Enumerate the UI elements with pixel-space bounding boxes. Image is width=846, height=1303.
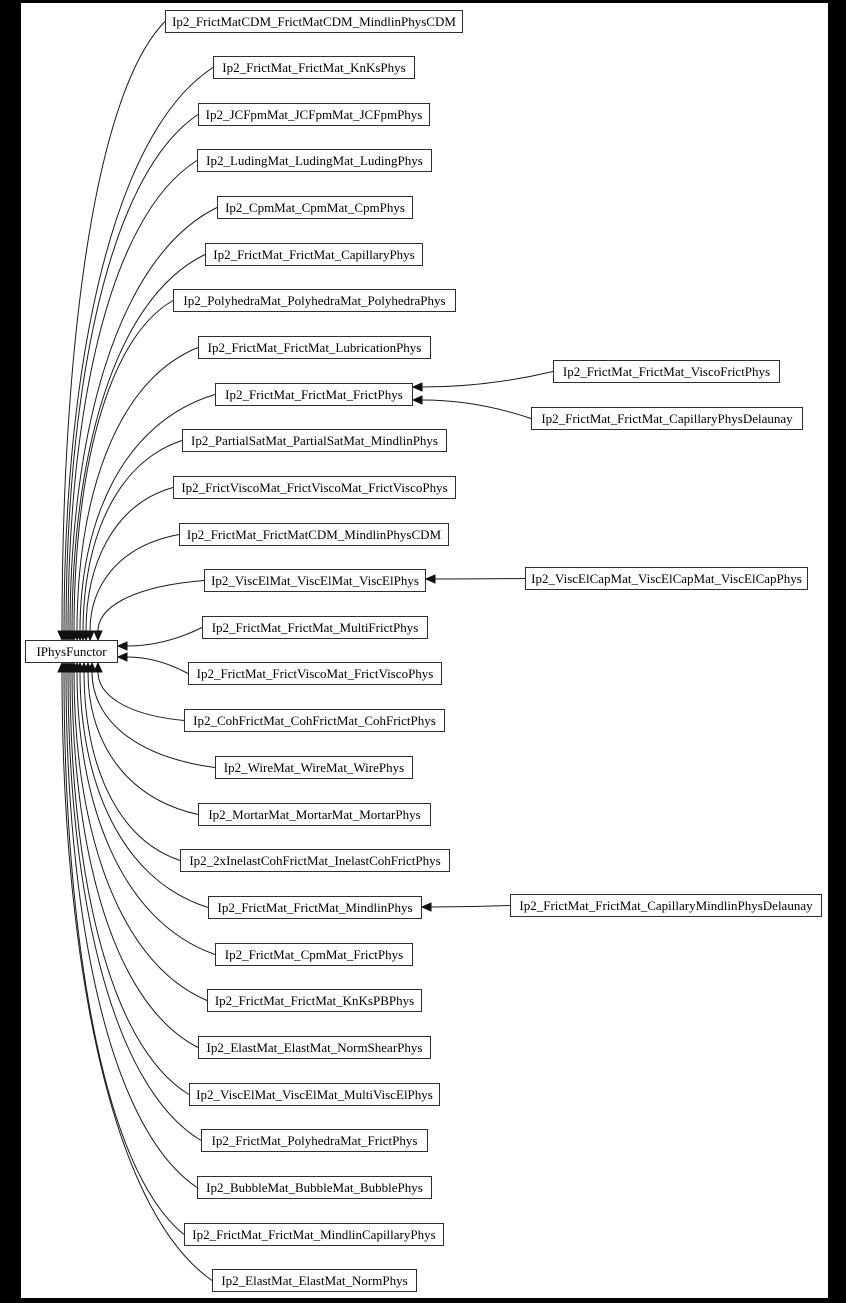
arrowhead-icon <box>422 903 431 911</box>
graph-node-n21[interactable] <box>215 943 413 966</box>
graph-node-n17[interactable] <box>215 756 413 779</box>
graph-node-n10[interactable] <box>182 429 447 452</box>
graph-node-label: Ip2_FrictMatCDM_FrictMatCDM_MindlinPhysCDM <box>172 13 456 29</box>
graph-node-n25[interactable] <box>201 1129 428 1152</box>
inheritance-edge-n2-to-root <box>64 68 213 632</box>
arrowhead-icon <box>413 396 422 404</box>
graph-node-label: Ip2_JCFpmMat_JCFpmMat_JCFpmPhys <box>205 106 423 122</box>
inheritance-edge-n10-to-root <box>83 441 182 632</box>
graph-node-n26[interactable] <box>197 1176 432 1199</box>
graph-node-n1[interactable] <box>165 10 463 33</box>
graph-node-label: Ip2_CpmMat_CpmMat_CpmPhys <box>225 199 405 215</box>
graph-node-n16[interactable] <box>184 709 445 732</box>
graph-node-label: IPhysFunctor <box>36 643 107 659</box>
graph-node-n2[interactable] <box>213 56 415 79</box>
graph-node-label: Ip2_FrictMat_FrictMat_MultiFrictPhys <box>211 619 419 635</box>
graph-node-label: Ip2_FrictMat_FrictMat_FrictPhys <box>225 386 403 402</box>
inheritance-edge-n26-to-root <box>66 672 197 1188</box>
inheritance-edge-n18-to-root <box>88 672 198 815</box>
graph-node-label: Ip2_ViscElCapMat_ViscElCapMat_ViscElCapPhys <box>531 570 802 586</box>
graph-node-label: Ip2_FrictMat_FrictMat_MindlinPhys <box>217 899 413 915</box>
graph-node-label: Ip2_FrictMat_FrictMat_CapillaryPhys <box>213 246 415 262</box>
graph-node-n15[interactable] <box>188 662 442 685</box>
inheritance-edge-n11-to-root <box>86 488 173 632</box>
inheritance-edge-n19-to-root <box>84 672 180 861</box>
inheritance-edge-n25-to-root <box>68 672 201 1141</box>
graph-node-n22[interactable] <box>207 989 422 1012</box>
graph-node-n13[interactable] <box>204 569 426 592</box>
graph-node-n28[interactable] <box>212 1269 417 1292</box>
graph-node-label: Ip2_ElastMat_ElastMat_NormPhys <box>221 1272 408 1288</box>
graph-node-label: Ip2_ElastMat_ElastMat_NormShearPhys <box>206 1039 423 1055</box>
graph-node-label: Ip2_FrictMat_FrictMat_CapillaryPhysDelaunay <box>541 410 793 426</box>
graph-node-n31[interactable] <box>525 567 808 590</box>
graph-node-n19[interactable] <box>180 849 450 872</box>
graph-node-label: Ip2_PolyhedraMat_PolyhedraMat_PolyhedraPhys <box>183 292 446 308</box>
graph-node-n4[interactable] <box>197 149 432 172</box>
graph-node-label: Ip2_ViscElMat_ViscElMat_MultiViscElPhys <box>196 1086 433 1102</box>
graph-node-n30[interactable] <box>531 407 803 430</box>
inheritance-edge-n4-to-root <box>68 161 197 632</box>
inheritance-edge-n15-to-root <box>127 657 188 674</box>
graph-node-label: Ip2_FrictMat_FrictMat_MindlinCapillaryPhys <box>192 1226 436 1242</box>
graph-node-n8[interactable] <box>198 336 431 359</box>
graph-node-label: Ip2_ViscElMat_ViscElMat_ViscElPhys <box>211 572 419 588</box>
graph-node-label: Ip2_FrictMat_FrictMat_CapillaryMindlinPhysDelaunay <box>519 897 813 913</box>
graph-node-label: Ip2_FrictMat_FrictMat_ViscoFrictPhys <box>562 363 771 379</box>
graph-node-n27[interactable] <box>184 1223 444 1246</box>
graph-node-n20[interactable] <box>208 896 422 919</box>
graph-node-label: Ip2_FrictViscoMat_FrictViscoMat_FrictViscoPhys <box>181 479 448 495</box>
inheritance-edge-n14-to-root <box>127 628 202 647</box>
graph-node-label: Ip2_PartialSatMat_PartialSatMat_MindlinPhys <box>191 432 438 448</box>
graph-node-label: Ip2_FrictMat_PolyhedraMat_FrictPhys <box>211 1132 418 1148</box>
arrowhead-icon <box>413 383 422 391</box>
graph-node-n24[interactable] <box>189 1083 440 1106</box>
graph-node-label: Ip2_LudingMat_LudingMat_LudingPhys <box>206 152 423 168</box>
graph-node-label: Ip2_FrictMat_FrictMatCDM_MindlinPhysCDM <box>186 526 442 542</box>
arrowhead-icon <box>94 631 102 640</box>
graph-node-n9[interactable] <box>215 383 413 406</box>
graph-node-n18[interactable] <box>198 803 431 826</box>
arrowhead-icon <box>426 575 435 583</box>
inheritance-edge-n20-to-root <box>80 672 208 908</box>
inheritance-edge-n24-to-root <box>70 672 189 1095</box>
graph-node-label: Ip2_FrictMat_FrictMat_KnKsPBPhys <box>214 992 415 1008</box>
graph-node-label: Ip2_2xInelastCohFrictMat_InelastCohFrictPhys <box>189 852 441 868</box>
graph-node-label: Ip2_FrictMat_FrictMat_KnKsPhys <box>222 59 406 75</box>
graph-node-root-root <box>25 640 118 663</box>
graph-node-n3[interactable] <box>198 103 430 126</box>
graph-node-n7[interactable] <box>173 289 456 312</box>
inheritance-edge-n5-to-root <box>70 208 217 632</box>
inheritance-edge-n30-to-n9 <box>422 400 531 419</box>
graph-node-label: Ip2_WireMat_WireMat_WirePhys <box>223 759 405 775</box>
graph-node-n14[interactable] <box>202 616 428 639</box>
inheritance-edge-n31-to-n13 <box>435 579 525 580</box>
inheritance-edge-n16-to-root <box>98 672 184 721</box>
graph-node-n12[interactable] <box>179 523 449 546</box>
graph-node-n29[interactable] <box>553 360 780 383</box>
graph-node-n23[interactable] <box>198 1036 431 1059</box>
inheritance-edge-n29-to-n9 <box>422 372 553 388</box>
graph-node-label: Ip2_FrictMat_CpmMat_FrictPhys <box>224 946 404 962</box>
graph-node-label: Ip2_CohFrictMat_CohFrictMat_CohFrictPhys <box>193 712 436 728</box>
arrowhead-icon <box>118 653 127 661</box>
inheritance-edge-n13-to-root <box>98 581 204 632</box>
graph-node-n5[interactable] <box>217 196 413 219</box>
inheritance-edge-n32-to-n20 <box>431 906 510 908</box>
graph-node-label: Ip2_MortarMat_MortarMat_MortarPhys <box>208 806 421 822</box>
graph-node-label: Ip2_BubbleMat_BubbleMat_BubblePhys <box>206 1179 423 1195</box>
graph-node-n32[interactable] <box>510 894 822 917</box>
graph-node-n6[interactable] <box>205 243 423 266</box>
graph-node-label: Ip2_FrictMat_FrictViscoMat_FrictViscoPhys <box>196 665 434 681</box>
graph-node-n11[interactable] <box>173 476 456 499</box>
arrowhead-icon <box>118 642 127 650</box>
inheritance-edge-n3-to-root <box>66 115 198 632</box>
graph-node-label: Ip2_FrictMat_FrictMat_LubricationPhys <box>207 339 422 355</box>
